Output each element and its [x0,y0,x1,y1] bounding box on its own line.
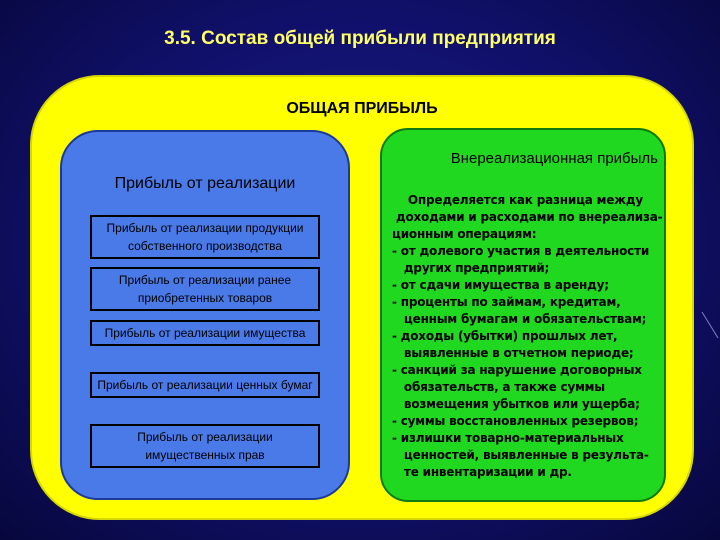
description-line: - проценты по займам, кредитам, [392,295,621,309]
description-line: возмещения убытков или ущерба; [392,397,640,411]
sales-profit-item: Прибыль от реализации ценных бумаг [90,372,320,398]
description-line: - излишки товарно-материальных [392,431,624,445]
description-line: - доходы (убытки) прошлых лет, [392,329,618,343]
description-line: доходами и расходами по внереализа- [392,210,663,224]
description-line: - суммы восстановленных резервов; [392,414,639,428]
description-line: Определяется как разница между [392,193,644,207]
description-line: выявленные в отчетном периоде; [392,346,634,360]
description-line: ционным операциям: [392,227,537,241]
sales-profit-panel [60,130,350,500]
non-operating-profit-title: Внереализационная прибыль [450,150,658,167]
description-line: обязательств, а также суммы [392,380,605,394]
description-line: - от сдачи имущества в аренду; [392,278,609,292]
sales-profit-item: Прибыль от реализации имущественных прав [90,424,320,468]
non-operating-profit-panel [380,128,666,502]
description-line: других предприятий; [392,261,550,275]
decorative-line [700,310,720,340]
description-line: - санкций за нарушение договорных [392,363,642,377]
description-line: - от долевого участия в деятельности [392,244,650,258]
total-profit-label: ОБЩАЯ ПРИБЫЛЬ [286,100,438,117]
sales-profit-item: Прибыль от реализации продукции собственного производства [90,215,320,259]
sales-profit-item: Прибыль от реализации ранее приобретенных товаров [90,267,320,311]
description-line: ценным бумагам и обязательствам; [392,312,647,326]
description-line: те инвентаризации и др. [392,465,572,479]
description-line: ценностей, выявленные в результа- [392,448,649,462]
sales-profit-item: Прибыль от реализации имущества [90,320,320,346]
slide-title: 3.5. Состав общей прибыли предприятия [164,28,556,49]
non-operating-profit-description [392,192,668,481]
sales-profit-title: Прибыль от реализации [114,175,296,192]
